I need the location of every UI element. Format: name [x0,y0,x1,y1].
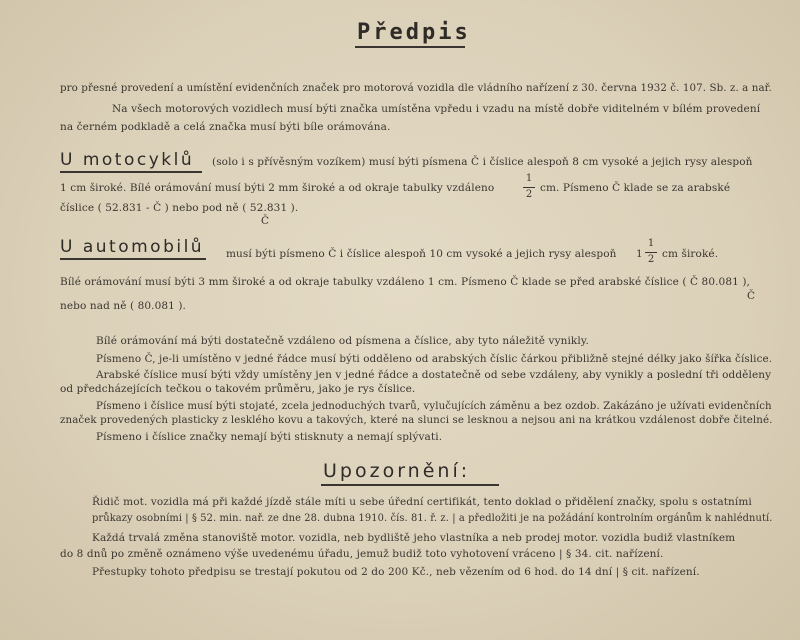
rules-p5: Písmeno i číslice značky nemají býti stisknuty a nemají splývati. [96,431,443,443]
cars-line-3: nebo nad ně ( 80.081 ). [60,300,186,312]
motorcycles-line-3-below: Č [261,215,270,227]
cars-line-1b: cm široké. [662,248,719,260]
notice-p1b: průkazy osobními | § 52. min. nař. ze dne 28. dubna 1910. čís. 81. ř. z. | a předložiti je na požádání kontrolním orgánům k nahlédnutí. [92,512,773,524]
intro-line-2: Na všech motorových vozidlech musí býti značka umístěna vpředu i vzadu na místě dobře viditelném v bílém provedení [112,103,761,115]
rules-p4a: Písmeno i číslice musí býti stojaté, zcela jednoduchých tvarů, vylučujících záměnu a bez ozdob. Zakázáno je užívati evidenčních [96,400,772,412]
cars-line-1a: musí býti písmeno Č i číslice alespoň 10 cm vysoké a jejich rysy alespoň [226,248,617,260]
cars-frac-den: 2 [647,254,655,265]
motorcycles-line-3: číslice ( 52.831 - Č ) nebo pod ně ( 52.831 ). [60,202,299,214]
intro-line-1: pro přesné provedení a umístění evidenčních značek pro motorová vozidla dle vládního nařízení z 30. června 1932 č. 107. Sb. z. a nař. [60,82,772,94]
motorcycles-line-1: (solo i s přívěsným vozíkem) musí býti písmena Č i číslice alespoň 8 cm vysoké a jejich rysy alespoň [212,156,753,168]
cars-whole: 1 [636,248,643,260]
motorcycles-frac-num: 1 [525,173,533,184]
motorcycles-heading: U motocyklů [60,150,195,170]
motorcycles-frac-den: 2 [525,189,533,200]
notice-underline [321,484,499,486]
rules-p4b: značek provedených plasticky z lesklého kovu a takových, které na slunci se lesknou a nejsou ani na krátkou vzdálenost dobře čitelné. [60,414,773,426]
notice-p3: Přestupky tohoto předpisu se trestají pokutou od 2 do 200 Kč., neb vězením od 6 hod. do 14 dní | § cit. nařízení. [92,566,700,578]
page-title: Předpis [357,20,471,45]
rules-p1: Bílé orámování má býti dostatečně vzdáleno od písmena a číslice, aby tyto náležitě vynikly. [96,335,589,347]
rules-p2: Písmeno Č, je-li umístěno v jedné řádce musí býti odděleno od arabských číslic čárkou přibližně stejné délky jako šířka číslice. [96,353,773,365]
motorcycles-frac-bar [523,187,535,188]
notice-p1a: Řidič mot. vozidla má při každé jízdě stále míti u sebe úřední certifikát, tento doklad o přidělení značky, spolu s ostatními [92,496,752,508]
cars-line-2: Bílé orámování musí býti 3 mm široké a od okraje tabulky vzdáleno 1 cm. Písmeno Č klade se před arabské číslice ( Č 80.081 ), [60,276,750,288]
notice-heading: Upozornění: [323,460,471,482]
notice-p2a: Každá trvalá změna stanoviště motor. vozidla, neb bydliště jeho vlastníka a neb prodej motor. vozidla budiž vlastníkem [92,532,736,544]
motorcycles-underline [60,171,202,173]
cars-frac-num: 1 [647,238,655,249]
cars-underline [60,258,206,260]
notice-p2b: do 8 dnů po změně oznámeno výše uvedenému úřadu, jemuž budiž toto vyhotovení vráceno | § 34. cit. nařízení. [60,548,664,560]
cars-line-2-below: Č [747,290,756,302]
rules-p3a: Arabské číslice musí býti vždy umístěny jen v jedné řádce a dostatečně od sebe vzdáleny, aby vynikly a poslední tři odděleny [96,369,772,381]
motorcycles-line-2a: 1 cm široké. Bílé orámování musí býti 2 mm široké a od okraje tabulky vzdáleno [60,182,495,194]
motorcycles-line-2b: cm. Písmeno Č klade se za arabské [540,182,731,194]
title-underline [355,46,465,48]
cars-frac-bar [645,252,657,253]
intro-line-3: na černém podkladě a celá značka musí býti bíle orámována. [60,121,391,133]
rules-p3b: od předcházejících tečkou o takovém průměru, jako je rys číslice. [60,383,416,395]
cars-heading: U automobilů [60,237,205,257]
